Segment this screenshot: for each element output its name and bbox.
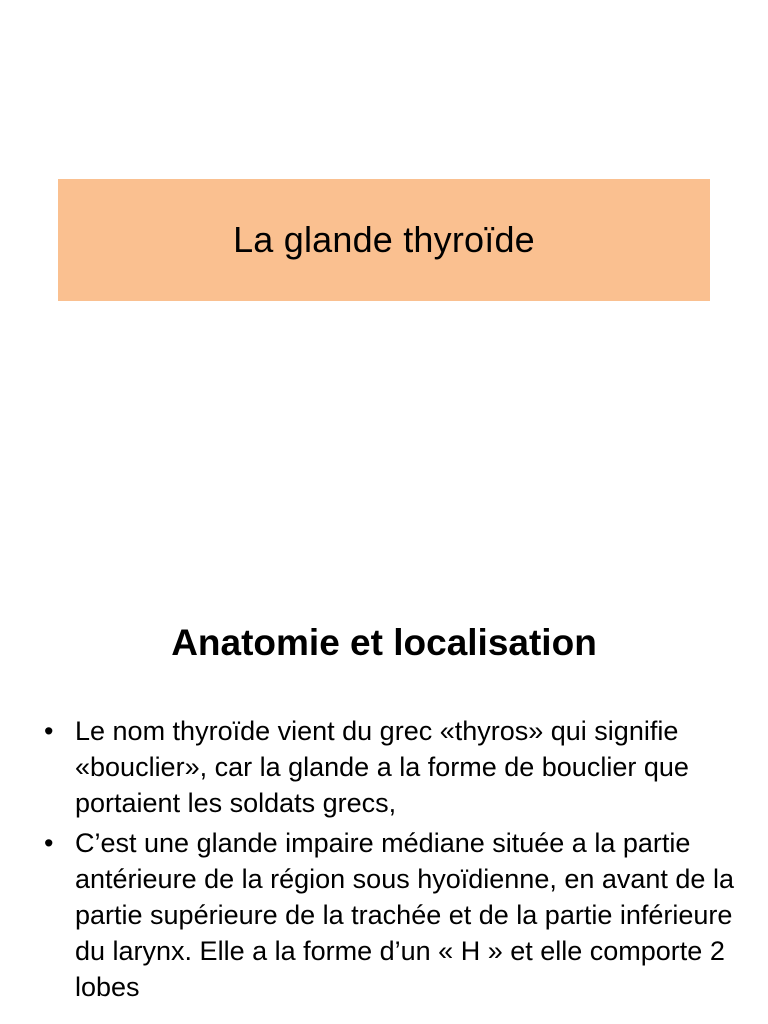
bullet-dot-icon: • — [44, 716, 54, 746]
title-banner — [58, 179, 710, 301]
bullet-list — [44, 713, 744, 1009]
bullet-item — [44, 713, 744, 821]
bullet-item — [44, 825, 744, 1005]
bullet-text: C’est une glande impaire médiane située a la partie antérieure de la région sous hyoïdienne, en avant de la partie supérieure de la trachée et de la partie inférieure du larynx. Elle a la forme d’un « H » et elle comporte 2 lobes — [75, 828, 734, 1002]
bullet-text: Le nom thyroïde vient du grec «thyros» qui signifie «bouclier», car la glande a la forme de bouclier que portaient les soldats grecs, — [75, 716, 689, 818]
content-slide — [0, 576, 768, 1024]
slide-heading: Anatomie et localisation — [171, 622, 597, 663]
bullet-dot-icon: • — [44, 828, 54, 858]
slide-title: La glande thyroïde — [233, 219, 535, 260]
